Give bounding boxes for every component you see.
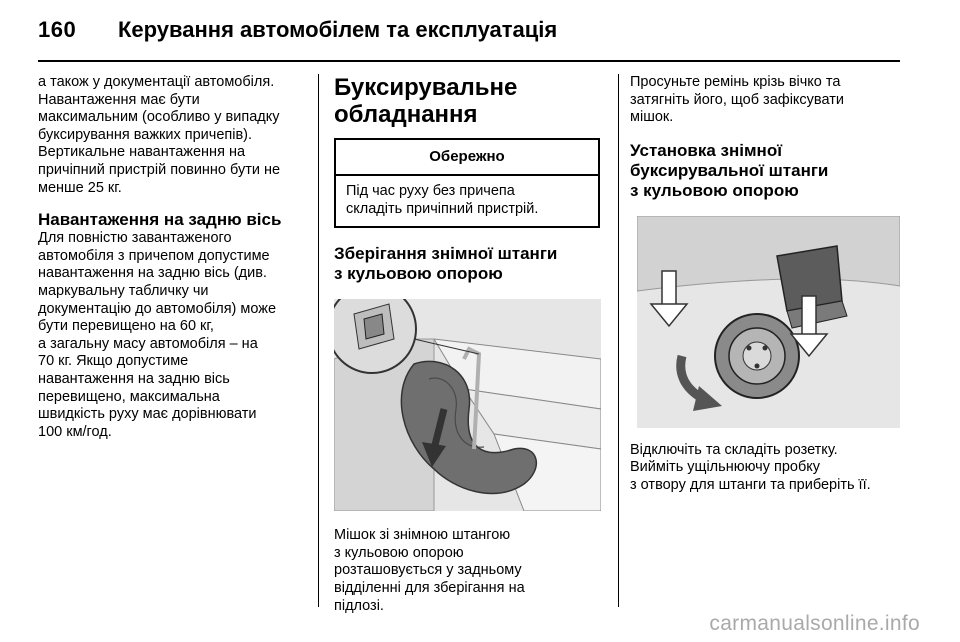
text-line: Для повністю завантаженого — [38, 230, 232, 247]
column-divider — [618, 74, 619, 607]
socket-drawing — [637, 216, 900, 428]
text-line: маркувальну табличку чи — [38, 282, 209, 299]
install-caption — [630, 442, 904, 495]
text-line: розташовується у задньому — [334, 562, 522, 579]
section-heading — [334, 74, 602, 128]
heading-line: буксирувальної штанги — [630, 160, 829, 180]
text-line: максимальним (особливо у випадку — [38, 109, 280, 126]
caution-text — [336, 176, 598, 226]
text-line: швидкість руху має дорівнювати — [38, 406, 257, 423]
text-line: менше 25 кг. — [38, 179, 122, 196]
text-line: з кульовою опорою — [334, 544, 464, 561]
column-1 — [38, 74, 306, 441]
text-line: з отвору для штанги та приберіть її. — [630, 476, 871, 493]
text-line: автомобіля з причепом допустиме — [38, 247, 270, 264]
text-line: Вертикальне навантаження на — [38, 144, 246, 161]
column-divider — [318, 74, 319, 607]
text-line: Під час руху без причепа — [346, 183, 515, 199]
towbar-load-paragraph — [38, 74, 306, 197]
text-line: Відключіть та складіть розетку. — [630, 441, 838, 458]
text-line: складіть причіпний пристрій. — [346, 200, 539, 217]
watermark: carmanualsonline.info — [709, 612, 920, 635]
heading-line: Зберігання знімної штанги — [334, 244, 558, 264]
heading-line: Установка знімної — [630, 140, 782, 160]
text-line: а загальну масу автомобіля – на — [38, 335, 258, 352]
rear-axle-load-paragraph — [38, 230, 306, 441]
page-title: Керування автомобілем та експлуатація — [118, 17, 558, 42]
text-line: навантаження на задню вісь — [38, 370, 230, 387]
text-line: затягніть його, щоб зафіксувати — [630, 91, 844, 108]
heading-line: Буксирувальне — [334, 74, 518, 101]
text-line: навантаження на задню вісь (див. — [38, 265, 267, 282]
storage-subheading — [334, 244, 602, 284]
text-line: Вийміть ущільнюючу пробку — [630, 459, 821, 476]
column-3 — [630, 74, 904, 495]
heading-line: обладнання — [334, 101, 478, 128]
rear-axle-load-heading: Навантаження на задню вісь — [38, 210, 282, 230]
heading-line: з кульовою опорою — [630, 180, 799, 200]
column-2 — [334, 74, 602, 615]
strap-paragraph — [630, 74, 904, 127]
towbar-bag-drawing — [334, 299, 601, 511]
text-line: документацію до автомобіля) може — [38, 300, 277, 317]
text-line: 100 км/год. — [38, 423, 112, 440]
towbar-bag-illustration — [334, 299, 601, 511]
header-divider — [38, 60, 900, 62]
caution-box — [334, 138, 600, 228]
text-line: мішок. — [630, 109, 674, 126]
text-line: буксирування важких причепів). — [38, 126, 253, 143]
install-heading — [630, 141, 904, 201]
socket-illustration — [637, 216, 900, 428]
text-line: Мішок зі знімною штангою — [334, 527, 511, 544]
text-line: відділенні для зберігання на — [334, 579, 525, 596]
caution-title: Обережно — [336, 140, 598, 176]
text-line: бути перевищено на 60 кг, — [38, 318, 214, 335]
text-line: а також у документації автомобіля. — [38, 74, 275, 90]
text-line: Просуньте ремінь крізь вічко та — [630, 74, 841, 90]
text-line: причіпний пристрій повинно бути не — [38, 161, 281, 178]
text-line: перевищено, максимальна — [38, 388, 220, 405]
heading-line: з кульовою опорою — [334, 264, 503, 284]
page-header — [38, 14, 900, 58]
page-number: 160 — [38, 17, 77, 42]
storage-caption — [334, 527, 602, 615]
text-line: підлозі. — [334, 597, 384, 614]
text-line: Навантаження має бути — [38, 91, 200, 108]
text-line: 70 кг. Якщо допустиме — [38, 353, 189, 370]
